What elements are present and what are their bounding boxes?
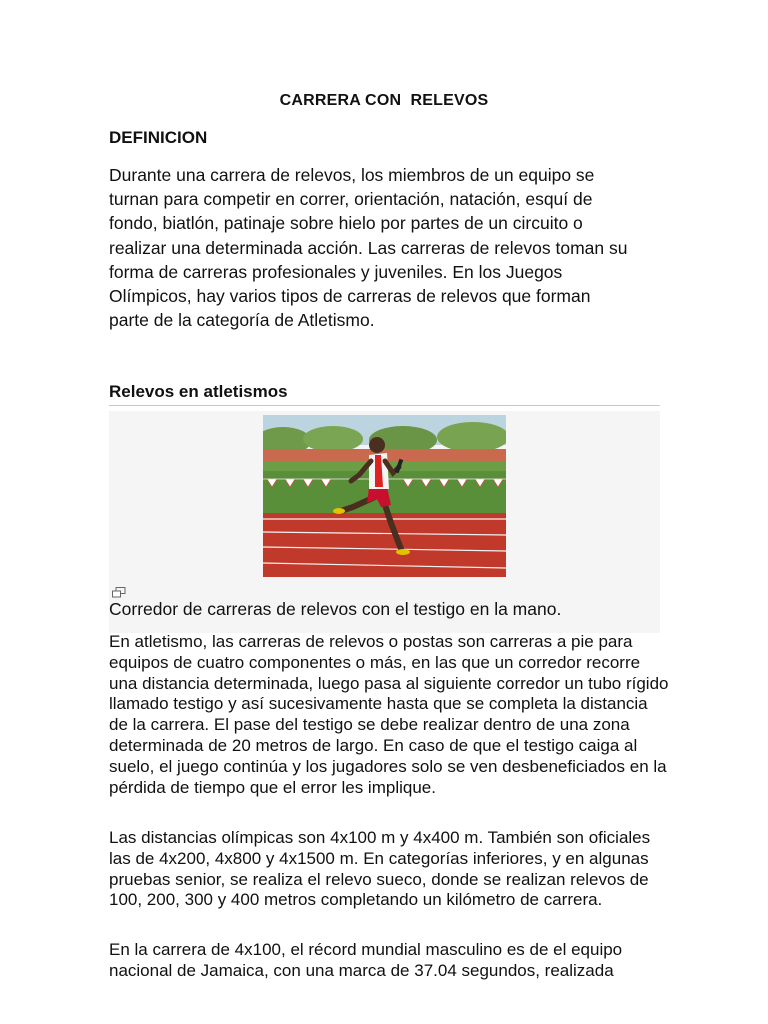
paragraph-distancias: Las distancias olímpicas son 4x100 m y 4x400 m. También son oficiales las de 4x200, 4x800 y 4x1500 m. En categorías inferiores, y en algunas pruebas senior, se realiza el relevo sueco, donde se realizan relevos de 100, 200, 300 y 400 metros completando un kilómetro de carrera. xyxy=(109,828,651,910)
definition-paragraph: Durante una carrera de relevos, los miembros de un equipo se turnan para competir en correr, orientación, natación, esquí de fondo, biatlón, patinaje sobre hielo por partes de un circuito o realizar una determinada acción. Las carreras de relevos toman su forma de carreras profesionales y juveniles. En los Juegos Olímpicos, hay varios tipos de carreras de relevos que forman parte de la categoría de Atletismo. xyxy=(109,165,628,331)
relay-runner-photo[interactable] xyxy=(263,415,506,577)
section-heading-relevos: Relevos en atletismos xyxy=(109,382,288,401)
paragraph-atletismo: En atletismo, las carreras de relevos o postas son carreras a pie para equipos de cuatro componentes o más, en las que un corredor recorre una distancia determinada, luego pasa al siguiente corredor un tubo rígido llamado testigo y así sucesivamente hasta que se completa la distancia de la carrera. El pase del testigo se debe realizar dentro de una zona determinada de 20 metros de largo. En caso de que el testigo caiga al suelo, el juego continúa y los jugadores solo se ven desbeneficiados en la pérdida de tiempo que el error les implique. xyxy=(109,632,669,797)
page-title: CARRERA CON RELEVOS xyxy=(279,92,489,109)
section-divider xyxy=(109,405,660,406)
figure-caption: Corredor de carreras de relevos con el testigo en la mano. xyxy=(109,599,562,619)
definition-heading: DEFINICION xyxy=(109,128,208,147)
enlarge-icon[interactable] xyxy=(112,587,126,598)
paragraph-record: En la carrera de 4x100, el récord mundial masculino es de el equipo nacional de Jamaica, con una marca de 37.04 segundos, realizada xyxy=(109,940,623,980)
